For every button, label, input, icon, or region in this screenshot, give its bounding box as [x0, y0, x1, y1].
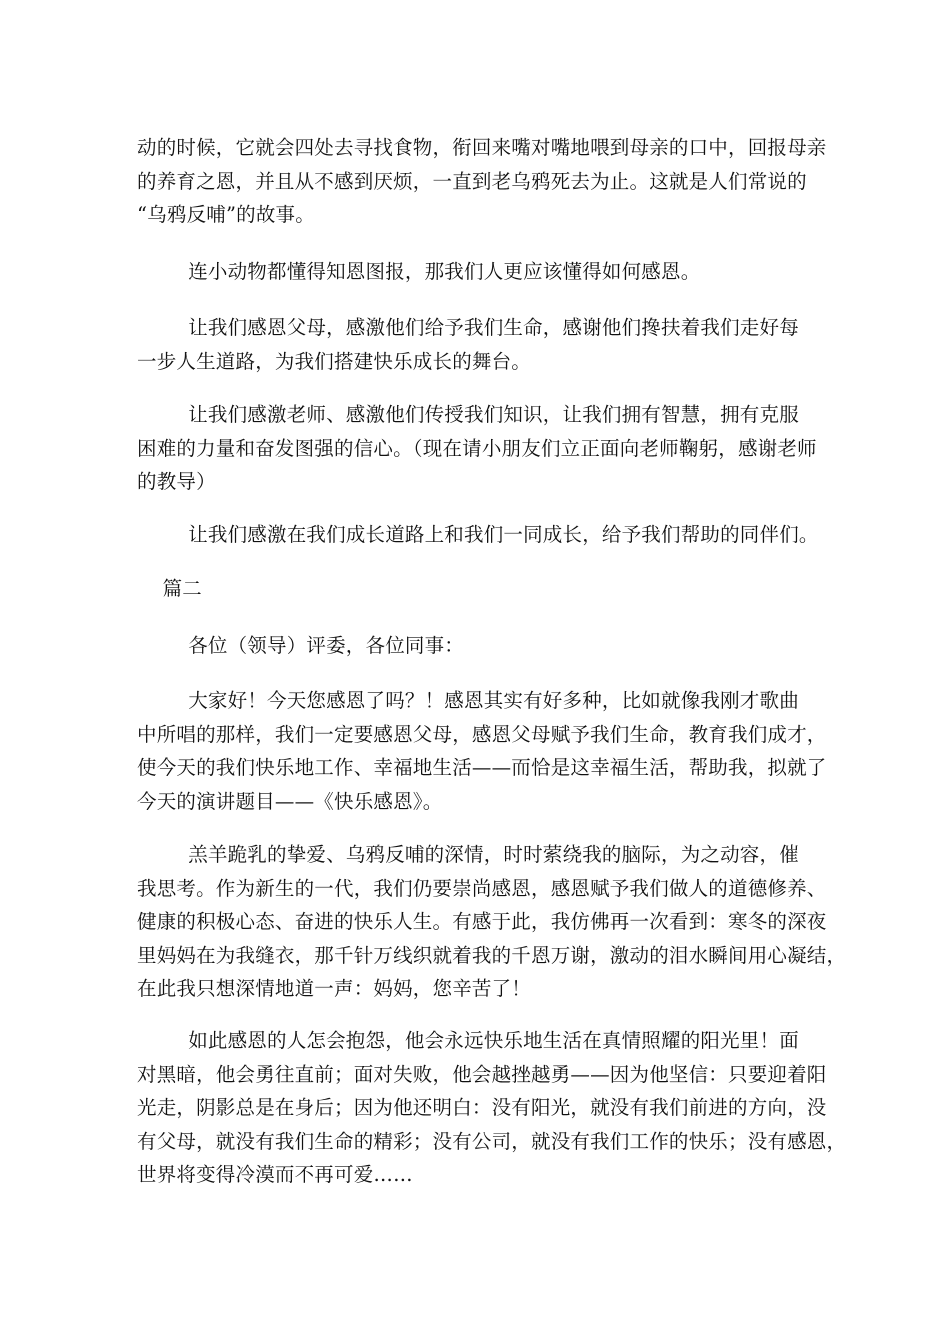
text-line: 让我们感恩父母，感激他们给予我们生命，感谢他们搀扶着我们走好每 — [137, 316, 799, 339]
paragraph-thank-parents — [137, 311, 827, 378]
text-line: 动的时候，它就会四处去寻找食物，衔回来嘴对嘴地喂到母亲的口中，回报母亲 — [137, 136, 827, 159]
section-heading-part-two — [137, 572, 827, 606]
text-line: 让我们感激在我们成长道路上和我们一同成长，给予我们帮助的同伴们。 — [137, 523, 819, 546]
text-line: 我思考。作为新生的一代，我们仍要崇尚感恩，感恩赋予我们做人的道德修养、 — [137, 876, 827, 900]
section-heading: 篇二 — [137, 577, 202, 600]
paragraph-lamb-crow — [137, 838, 847, 1006]
text-line: 羔羊跪乳的挚爱、乌鸦反哺的深情，时时萦绕我的脑际，为之动容，催 — [137, 843, 799, 866]
text-line: 世界将变得冷漠而不再可爱…… — [137, 1163, 413, 1186]
text-line: “乌鸦反哺”的故事。 — [137, 203, 315, 226]
text-line: 光走，阴影总是在身后；因为他还明白：没有阳光，就没有我们前进的方向，没 — [137, 1096, 827, 1119]
text-line: 有父母，就没有我们生命的精彩；没有公司，就没有我们工作的快乐；没有感恩， — [137, 1129, 847, 1153]
paragraph-thank-peers — [137, 518, 827, 552]
text-line: 如此感恩的人怎会抱怨，他会永远快乐地生活在真情照耀的阳光里！面 — [137, 1029, 799, 1052]
paragraph-greeting — [137, 684, 827, 818]
paragraph-animals-gratitude — [137, 255, 827, 289]
text-line: 健康的积极心态、奋进的快乐人生。有感于此，我仿佛再一次看到：寒冬的深夜 — [137, 910, 827, 933]
text-line: 在此我只想深情地道一声：妈妈，您辛苦了！ — [137, 977, 532, 1000]
paragraph-grateful-person — [137, 1024, 847, 1192]
text-line: 一步人生道路，为我们搭建快乐成长的舞台。 — [137, 349, 532, 373]
text-line: 让我们感激老师、感激他们传授我们知识，让我们拥有智慧，拥有克服 — [137, 403, 799, 426]
text-line: 对黑暗，他会勇往直前；面对失败，他会越挫越勇——因为他坚信：只要迎着阳 — [137, 1062, 827, 1086]
text-line: 今天的演讲题目——《快乐感恩》。 — [137, 789, 443, 813]
text-line: 使今天的我们快乐地工作、幸福地生活——而恰是这幸福生活，帮助我，拟就了 — [137, 756, 827, 779]
text-line: 里妈妈在为我缝衣，那千针万线织就着我的千恩万谢，激动的泪水瞬间用心凝结， — [137, 943, 847, 967]
text-line: 连小动物都懂得知恩图报，那我们人更应该懂得如何感恩。 — [137, 260, 701, 283]
paragraph-salutation — [137, 629, 827, 663]
text-line: 的养育之恩，并且从不感到厌烦，一直到老乌鸦死去为止。这就是人们常说的 — [137, 169, 807, 193]
paragraph-crow-story — [137, 131, 827, 232]
paragraph-thank-teachers — [137, 398, 827, 499]
text-line: 困难的力量和奋发图强的信心。（现在请小朋友们立正面向老师鞠躬，感谢老师 — [137, 436, 817, 460]
text-line: 中所唱的那样，我们一定要感恩父母，感恩父母赋予我们生命，教育我们成才， — [137, 722, 827, 746]
text-line: 大家好！今天您感恩了吗？！感恩其实有好多种，比如就像我刚才歌曲 — [137, 689, 799, 712]
text-line: 各位（领导）评委，各位同事： — [137, 634, 464, 657]
text-line: 的教导） — [137, 470, 216, 493]
